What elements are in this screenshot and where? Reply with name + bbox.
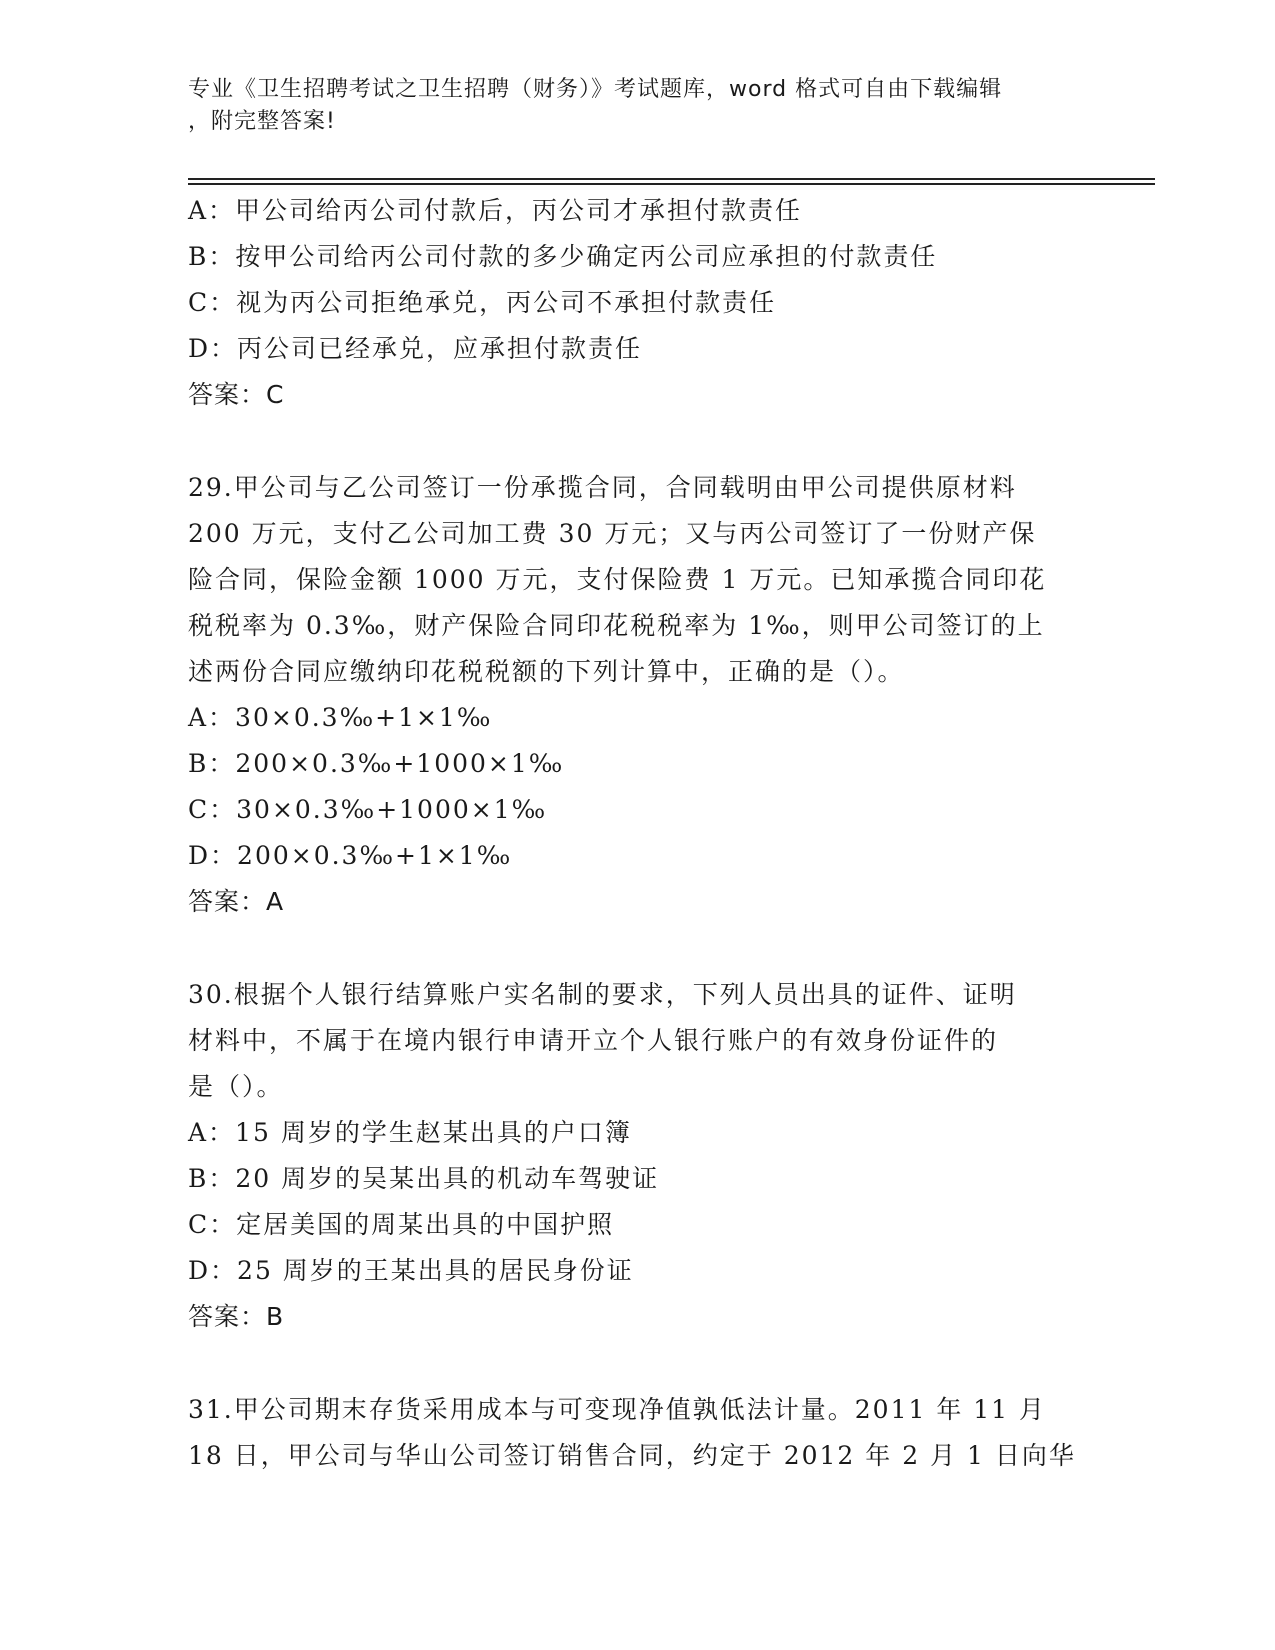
option-b: B：按甲公司给丙公司付款的多少确定丙公司应承担的付款责任 bbox=[188, 242, 938, 271]
question-text-line: 18 日，甲公司与华山公司签订销售合同，约定于 2012 年 2 月 1 日向华 bbox=[188, 1441, 1076, 1470]
header-line-1: 专业《卫生招聘考试之卫生招聘（财务）》考试题库，word 格式可自由下载编辑 bbox=[188, 77, 1003, 102]
option-d: D：25 周岁的王某出具的居民身份证 bbox=[188, 1256, 634, 1285]
document-body bbox=[188, 188, 1088, 1479]
question-text-line: 29.甲公司与乙公司签订一份承揽合同，合同载明由甲公司提供原材料 bbox=[188, 473, 1017, 502]
option-d: D：丙公司已经承兑，应承担付款责任 bbox=[188, 334, 643, 363]
question-gap bbox=[188, 1340, 1088, 1387]
header-line-2: ，附完整答案! bbox=[188, 109, 336, 134]
header-divider-bottom bbox=[188, 183, 1155, 185]
option-a: A：15 周岁的学生赵某出具的户口簿 bbox=[188, 1118, 632, 1147]
header-divider-top bbox=[188, 178, 1155, 180]
option-c: C：定居美国的周某出具的中国护照 bbox=[188, 1210, 615, 1239]
option-c: C：视为丙公司拒绝承兑，丙公司不承担付款责任 bbox=[188, 288, 777, 317]
question-text-line: 材料中，不属于在境内银行申请开立个人银行账户的有效身份证件的 bbox=[188, 1026, 999, 1055]
question-text-line: 税税率为 0.3‰，财产保险合同印花税税率为 1‰，则甲公司签订的上 bbox=[188, 611, 1045, 640]
question-29 bbox=[188, 465, 1088, 925]
option-c: C：30×0.3‰+1000×1‰ bbox=[188, 795, 548, 824]
question-30 bbox=[188, 972, 1088, 1340]
question-28 bbox=[188, 188, 1088, 418]
answer: 答案：A bbox=[188, 887, 285, 916]
question-text-line: 31.甲公司期末存货采用成本与可变现净值孰低法计量。2011 年 11 月 bbox=[188, 1395, 1047, 1424]
question-text-line: 述两份合同应缴纳印花税税额的下列计算中，正确的是（）。 bbox=[188, 657, 905, 686]
question-text-line: 险合同，保险金额 1000 万元，支付保险费 1 万元。已知承揽合同印花 bbox=[188, 565, 1047, 594]
option-a: A：甲公司给丙公司付款后，丙公司才承担付款责任 bbox=[188, 196, 803, 225]
document-header bbox=[188, 74, 1068, 138]
question-31 bbox=[188, 1387, 1088, 1479]
option-b: B：20 周岁的吴某出具的机动车驾驶证 bbox=[188, 1164, 660, 1193]
question-text-line: 30.根据个人银行结算账户实名制的要求，下列人员出具的证件、证明 bbox=[188, 980, 1017, 1009]
answer: 答案：B bbox=[188, 1302, 285, 1331]
question-gap bbox=[188, 418, 1088, 465]
question-text-line: 是（）。 bbox=[188, 1072, 284, 1101]
option-d: D：200×0.3‰+1×1‰ bbox=[188, 841, 513, 870]
option-b: B：200×0.3‰+1000×1‰ bbox=[188, 749, 565, 778]
option-a: A：30×0.3‰+1×1‰ bbox=[188, 703, 493, 732]
answer: 答案：C bbox=[188, 380, 285, 409]
question-gap bbox=[188, 925, 1088, 972]
question-text-line: 200 万元，支付乙公司加工费 30 万元；又与丙公司签订了一份财产保 bbox=[188, 519, 1037, 548]
